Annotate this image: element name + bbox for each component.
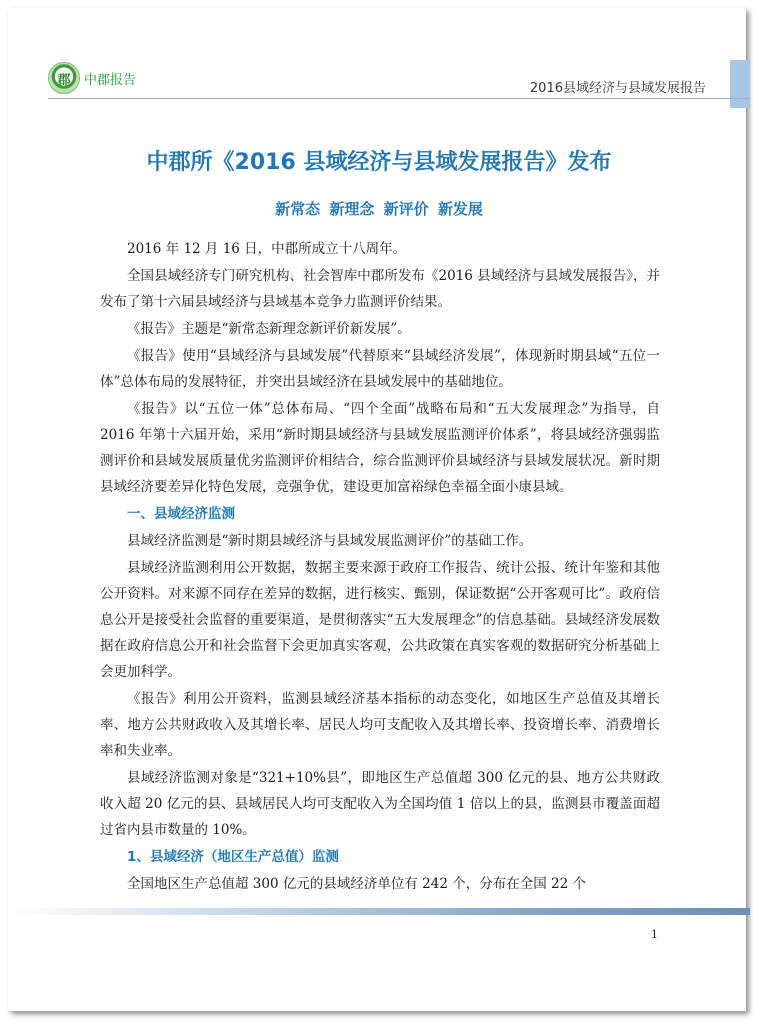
logo-glyph: 郡 — [57, 72, 71, 88]
header-tab-accent — [730, 60, 750, 108]
zhongjun-logo — [48, 62, 80, 94]
paragraph: 全国地区生产总值超 300 亿元的县域经济单位有 242 个，分布在全国 22 个 — [127, 876, 586, 892]
header-divider — [48, 98, 750, 99]
paragraph: 县域经济监测是“新时期县域经济与县域发展监测评价”的基础工作。 — [127, 533, 533, 549]
paragraph: 《报告》利用公开资料，监测县域经济基本指标的动态变化，如地区生产总值及其增长率、地方公共财政收入及其增长率、居民人均可支配收入及其增长率、投资增长率、消费增长率和失业率。 — [100, 691, 660, 759]
page-title: 中郡所《2016 县域经济与县域发展报告》发布 — [146, 150, 612, 175]
paragraph: 县域经济监测对象是“321+10%县”，即地区生产总值超 300 亿元的县、地方公共财政收入超 20 亿元的县、县域居民人均可支配收入为全国均值 1 倍以上的县，监测县市覆盖面超过省内县市数量的 10%。 — [100, 770, 660, 838]
section-heading: 一、县域经济监测 — [127, 506, 235, 522]
paragraph: 全国县域经济专门研究机构、社会智库中郡所发布《2016 县域经济与县域发展报告》，并发布了第十六届县域经济与县域基本竞争力监测评价结果。 — [100, 268, 660, 310]
running-header-title: 2016县域经济与县域发展报告 — [529, 81, 706, 96]
paragraph: 《报告》以“五位一体”总体布局、“四个全面”战略布局和“五大发展理念”为指导，自 2016 年第十六届开始，采用“新时期县域经济与县域发展监测评价体系”，将县域经济强弱监测评价和县域发展质量优劣监测评价相结合，综合监测评价县域经济与县域发展状况。新时期县域经济要差异化特色发展，竞强争优，建设更加富裕绿色幸福全面小康县域。 — [100, 401, 660, 495]
article-body — [100, 236, 660, 898]
page-number: 1 — [651, 928, 658, 941]
page-subtitle: 新常态 新理念 新评价 新发展 — [275, 200, 483, 218]
paragraph: 县域经济监测利用公开数据，数据主要来源于政府工作报告、统计公报、统计年鉴和其他公开资料。对来源不同存在差异的数据，进行核实、甄别，保证数据“公开客观可比”。政府信息公开是接受社会监督的重要渠道，是贯彻落实“五大发展理念”的信息基础。县域经济发展数据在政府信息公开和社会监督下会更加真实客观，公共政策在真实客观的数据研究分析基础上会更加科学。 — [100, 560, 660, 680]
footer-divider — [8, 908, 750, 915]
subsection-heading: 1、县域经济（地区生产总值）监测 — [127, 849, 339, 865]
paragraph: 2016 年 12 月 16 日，中郡所成立十八周年。 — [127, 241, 407, 257]
brand-name: 中郡报告 — [84, 73, 137, 88]
paragraph: 《报告》使用“县域经济与县域发展”代替原来“县域经济发展”，体现新时期县域“五位一体”总体布局的发展特征，并突出县域经济在县域发展中的基础地位。 — [100, 348, 660, 390]
paragraph: 《报告》主题是“新常态新理念新评价新发展”。 — [127, 321, 411, 337]
